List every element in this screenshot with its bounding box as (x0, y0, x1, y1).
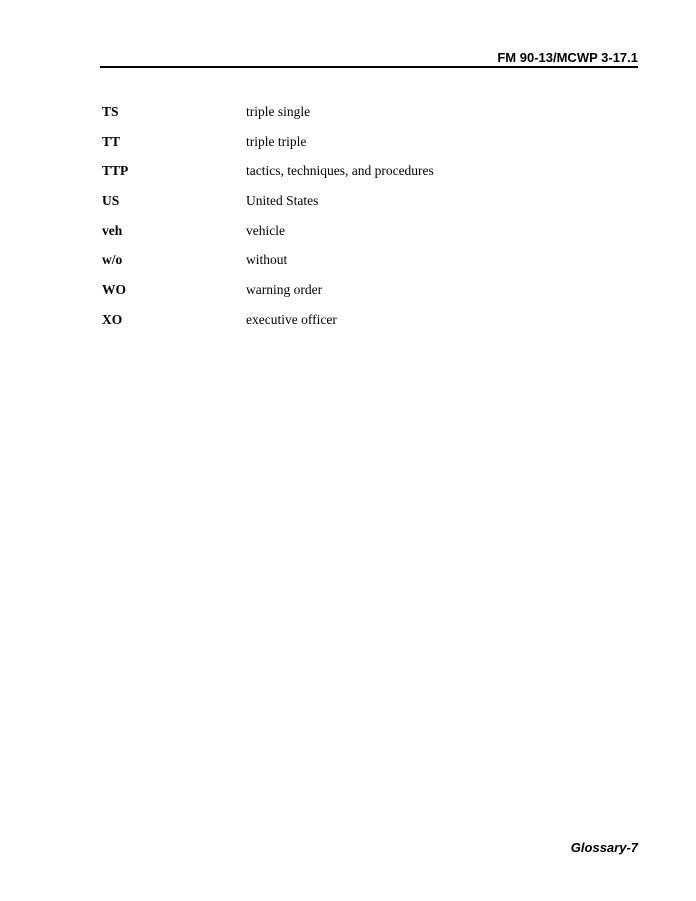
glossary-definition: warning order (246, 282, 323, 298)
glossary-entry (102, 281, 622, 311)
glossary-entry (102, 103, 622, 133)
glossary-definition: tactics, techniques, and procedures (246, 163, 434, 179)
page-number: Glossary-7 (570, 840, 638, 855)
glossary-list (102, 103, 622, 341)
glossary-term: TTP (102, 163, 129, 179)
glossary-definition: triple single (246, 104, 311, 119)
glossary-definition: without (246, 252, 288, 268)
glossary-entry (102, 133, 622, 163)
glossary-term: veh (102, 222, 123, 238)
glossary-entry (102, 192, 622, 222)
glossary-definition: triple triple (246, 133, 307, 149)
glossary-term: US (102, 193, 120, 209)
glossary-term: WO (102, 282, 127, 298)
glossary-definition: vehicle (246, 222, 285, 238)
document-id: FM 90-13/MCWP 3-17.1 (497, 50, 638, 65)
glossary-term: TS (102, 104, 119, 119)
glossary-entry (102, 162, 622, 192)
glossary-entry (102, 222, 622, 252)
glossary-entry (102, 251, 622, 281)
glossary-term: XO (102, 311, 123, 327)
glossary-term: TT (102, 133, 121, 149)
page-header (100, 50, 638, 68)
glossary-term: w/o (102, 252, 123, 268)
glossary-definition: United States (246, 193, 319, 209)
glossary-definition: executive officer (246, 311, 337, 327)
glossary-entry (102, 311, 622, 341)
